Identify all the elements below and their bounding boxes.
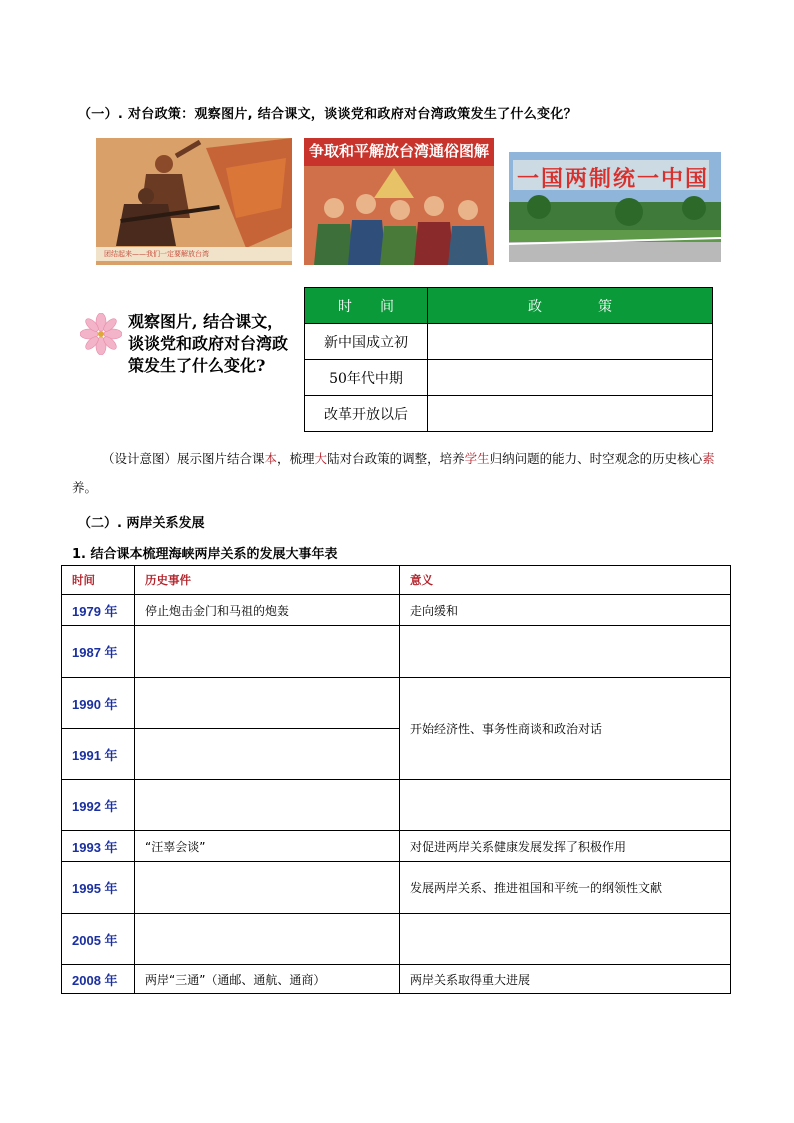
event-year: 1979 年	[62, 595, 135, 626]
poster2-header: 争取和平解放台湾通俗图解	[304, 138, 494, 166]
table-row	[62, 862, 731, 914]
event-year: 2008 年	[62, 965, 135, 994]
intent-highlight: 素	[702, 451, 715, 466]
event-cell[interactable]	[135, 626, 400, 678]
meaning-cell[interactable]	[400, 780, 731, 831]
event-cell[interactable]	[135, 780, 400, 831]
chronology-subtitle: 1. 结合课本梳理海峡两岸关系的发展大事年表	[72, 547, 338, 562]
meaning-cell: 对促进两岸关系健康发展发挥了积极作用	[400, 831, 731, 862]
events-header-row	[62, 566, 731, 595]
meaning-cell[interactable]	[400, 914, 731, 965]
event-year: 1990 年	[62, 678, 135, 729]
section2-title: （二）. 两岸关系发展	[78, 516, 205, 531]
intent-highlight: 学生	[464, 451, 490, 466]
event-year: 1987 年	[62, 626, 135, 678]
event-cell[interactable]	[135, 914, 400, 965]
policy-time-cell: 改革开放以后	[305, 396, 428, 432]
events-header-meaning: 意义	[400, 566, 731, 595]
policy-header-policy: 政 策	[428, 288, 713, 324]
table-row	[62, 595, 731, 626]
meaning-cell[interactable]	[400, 626, 731, 678]
poster-peaceful-liberation-image	[304, 138, 494, 265]
observe-prompt: 观察图片, 结合课文，谈谈党和政府对台湾政策发生了什么变化?	[128, 312, 289, 375]
meaning-cell: 开始经济性、事务性商谈和政治对话	[400, 678, 731, 780]
intent-text: 归纳问题的能力、时空观念的历史核心	[489, 451, 703, 466]
events-header-event: 历史事件	[135, 566, 400, 595]
sign-slogan: 一国两制统一中国	[517, 166, 710, 191]
table-row	[305, 360, 713, 396]
table-row	[62, 965, 731, 994]
meaning-cell: 走向缓和	[400, 595, 731, 626]
intent-text: ，梳理	[277, 451, 315, 466]
intent-text: （设计意图）展示图片结合课	[102, 451, 265, 466]
table-row	[62, 678, 731, 729]
design-intent-paragraph	[72, 444, 727, 502]
section1-title: （一）. 对台政策：观察图片, 结合课文，谈谈党和政府对台湾政策发生了什么变化？	[78, 107, 577, 122]
meaning-cell: 发展两岸关系、推进祖国和平统一的纲领性文献	[400, 862, 731, 914]
event-cell[interactable]	[135, 678, 400, 729]
one-country-two-systems-sign-image	[509, 152, 721, 262]
event-cell[interactable]	[135, 729, 400, 780]
policy-answer-cell[interactable]	[428, 360, 713, 396]
event-cell[interactable]	[135, 862, 400, 914]
policy-answer-cell[interactable]	[428, 396, 713, 432]
policy-table	[304, 287, 713, 432]
event-cell: 两岸“三通”（通邮、通航、通商）	[135, 965, 400, 994]
intent-text: 养。	[72, 480, 98, 495]
policy-header-time: 时 间	[305, 288, 428, 324]
poster-liberate-taiwan-image	[96, 138, 292, 265]
table-row	[62, 780, 731, 831]
poster1-illustration	[96, 138, 292, 265]
table-row	[62, 831, 731, 862]
event-cell: 停止炮击金门和马祖的炮轰	[135, 595, 400, 626]
table-row	[62, 914, 731, 965]
event-cell: “汪辜会谈”	[135, 831, 400, 862]
intent-text: 陆对台政策的调整，培养	[327, 451, 465, 466]
table-row	[62, 626, 731, 678]
event-year: 1993 年	[62, 831, 135, 862]
event-year: 1992 年	[62, 780, 135, 831]
policy-time-cell: 新中国成立初	[305, 324, 428, 360]
policy-time-cell: 50年代中期	[305, 360, 428, 396]
event-year: 1995 年	[62, 862, 135, 914]
event-year: 2005 年	[62, 914, 135, 965]
poster1-caption: 团结起来——我们一定要解放台湾	[96, 247, 292, 261]
table-row	[305, 324, 713, 360]
table-row	[305, 396, 713, 432]
flower-icon	[80, 313, 122, 355]
event-year: 1991 年	[62, 729, 135, 780]
policy-table-header-row	[305, 288, 713, 324]
intent-highlight: 大	[314, 451, 328, 466]
intent-highlight: 本	[264, 451, 278, 466]
events-header-time: 时间	[62, 566, 135, 595]
meaning-cell: 两岸关系取得重大进展	[400, 965, 731, 994]
events-chronology-table	[61, 565, 731, 994]
policy-answer-cell[interactable]	[428, 324, 713, 360]
